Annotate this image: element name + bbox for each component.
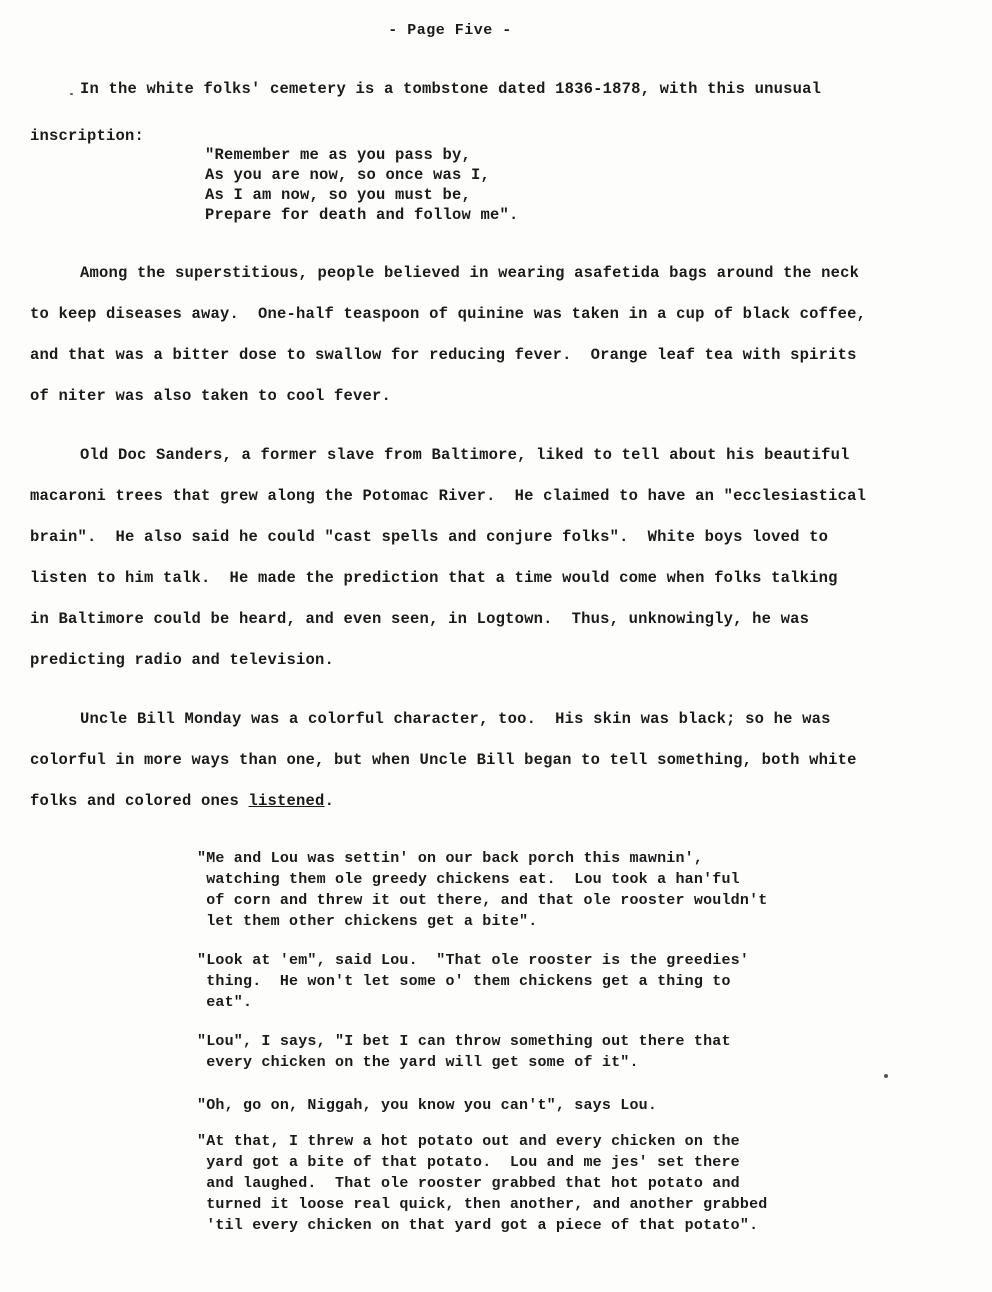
quote-2-line-2: thing. He won't let some o' them chickens get a thing to <box>197 973 731 990</box>
quote-4-line-1: "Oh, go on, Niggah, you know you can't", says Lou. <box>197 1097 658 1114</box>
paragraph-4-line-2: colorful in more ways than one, but when Uncle Bill began to tell something, both white <box>30 751 857 769</box>
poem-line-2: As you are now, so once was I, <box>205 166 491 184</box>
paragraph-4-line-3-prefix: folks and colored ones <box>30 792 249 810</box>
paragraph-2-line-3: and that was a bitter dose to swallow for reducing fever. Orange leaf tea with spirits <box>30 346 857 364</box>
paragraph-3-line-2: macaroni trees that grew along the Potomac River. He claimed to have an "ecclesiastical <box>30 487 867 505</box>
quote-5-line-1: "At that, I threw a hot potato out and every chicken on the <box>197 1133 740 1150</box>
page-header: - Page Five - <box>388 22 512 39</box>
paragraph-1-line-1: In the white folks' cemetery is a tombstone dated 1836-1878, with this unusual <box>80 80 822 98</box>
paragraph-1-line-2: inscription: <box>30 127 145 145</box>
quote-1-line-3: of corn and threw it out there, and that ole rooster wouldn't <box>197 892 768 909</box>
paragraph-4-line-1: Uncle Bill Monday was a colorful character, too. His skin was black; so he was <box>80 710 831 728</box>
paragraph-2-line-2: to keep diseases away. One-half teaspoon of quinine was taken in a cup of black coffee, <box>30 305 867 323</box>
paragraph-4-line-3-suffix: . <box>324 792 335 810</box>
paragraph-2-line-4: of niter was also taken to cool fever. <box>30 387 392 405</box>
scan-speck <box>884 1074 888 1078</box>
paragraph-2-line-1: Among the superstitious, people believed in wearing asafetida bags around the neck <box>80 264 860 282</box>
quote-3-line-1: "Lou", I says, "I bet I can throw something out there that <box>197 1033 731 1050</box>
quote-5-line-2: yard got a bite of that potato. Lou and me jes' set there <box>197 1154 740 1171</box>
paragraph-3-line-6: predicting radio and television. <box>30 651 335 669</box>
paragraph-3-line-1: Old Doc Sanders, a former slave from Baltimore, liked to tell about his beautiful <box>80 446 850 464</box>
quote-5-line-3: and laughed. That ole rooster grabbed that hot potato and <box>197 1175 740 1192</box>
quote-2-line-1: "Look at 'em", said Lou. "That ole rooster is the greedies' <box>197 952 750 969</box>
listened-underlined-word: listened <box>248 792 325 810</box>
poem-line-4: Prepare for death and follow me". <box>205 206 519 224</box>
quote-1-line-4: let them other chickens get a bite". <box>197 913 538 930</box>
quote-1-line-1: "Me and Lou was settin' on our back porch this mawnin', <box>197 850 704 867</box>
paragraph-4-line-3 <box>30 792 334 810</box>
paragraph-3-line-5: in Baltimore could be heard, and even seen, in Logtown. Thus, unknowingly, he was <box>30 610 810 628</box>
poem-line-3: As I am now, so you must be, <box>205 186 472 204</box>
poem-line-1: "Remember me as you pass by, <box>205 146 472 164</box>
paragraph-3-line-3: brain". He also said he could "cast spells and conjure folks". White boys loved to <box>30 528 829 546</box>
scan-speck <box>70 93 73 95</box>
paragraph-3-line-4: listen to him talk. He made the prediction that a time would come when folks talking <box>30 569 838 587</box>
quote-3-line-2: every chicken on the yard will get some of it". <box>197 1054 639 1071</box>
quote-1-line-2: watching them ole greedy chickens eat. Lou took a han'ful <box>197 871 740 888</box>
quote-2-line-3: eat". <box>197 994 253 1011</box>
quote-5-line-4: turned it loose real quick, then another, and another grabbed <box>197 1196 768 1213</box>
quote-5-line-5: 'til every chicken on that yard got a piece of that potato". <box>197 1217 759 1234</box>
